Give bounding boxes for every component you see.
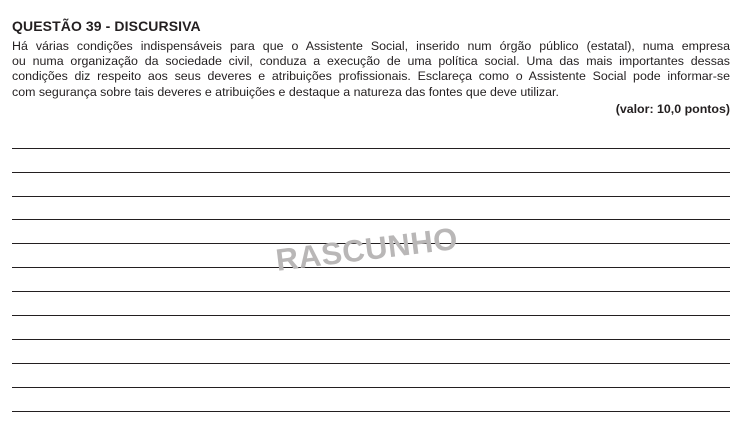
answer-area[interactable] (12, 0, 730, 434)
answer-line (12, 363, 730, 364)
answer-line (12, 196, 730, 197)
answer-line (12, 315, 730, 316)
question-title: QUESTÃO 39 - DISCURSIVA (12, 18, 201, 34)
question-value-label: (valor: 10,0 pontos) (615, 102, 730, 116)
question-statement-line: condições diz respeito aos seus deveres e atribuições profissionais. Esclareça como o Assistente Social pode informar-se (12, 69, 730, 84)
question-statement-line: com segurança sobre tais deveres e atribuições e destaque a natureza das fontes que deve utilizar. (12, 84, 559, 99)
answer-line (12, 339, 730, 340)
question-statement-line: ou numa organização da sociedade civil, conduza a execução de uma política social. Uma das mais importantes dessas (12, 54, 730, 69)
rascunho-watermark: RASCUNHO (273, 220, 460, 278)
answer-line (12, 172, 730, 173)
answer-line (12, 387, 730, 388)
answer-line (12, 291, 730, 292)
question-statement-line: Há várias condições indispensáveis para que o Assistente Social, inserido num órgão público (estatal), numa empresa (12, 39, 730, 53)
answer-line (12, 411, 730, 412)
answer-line (12, 148, 730, 149)
answer-line (12, 219, 730, 220)
